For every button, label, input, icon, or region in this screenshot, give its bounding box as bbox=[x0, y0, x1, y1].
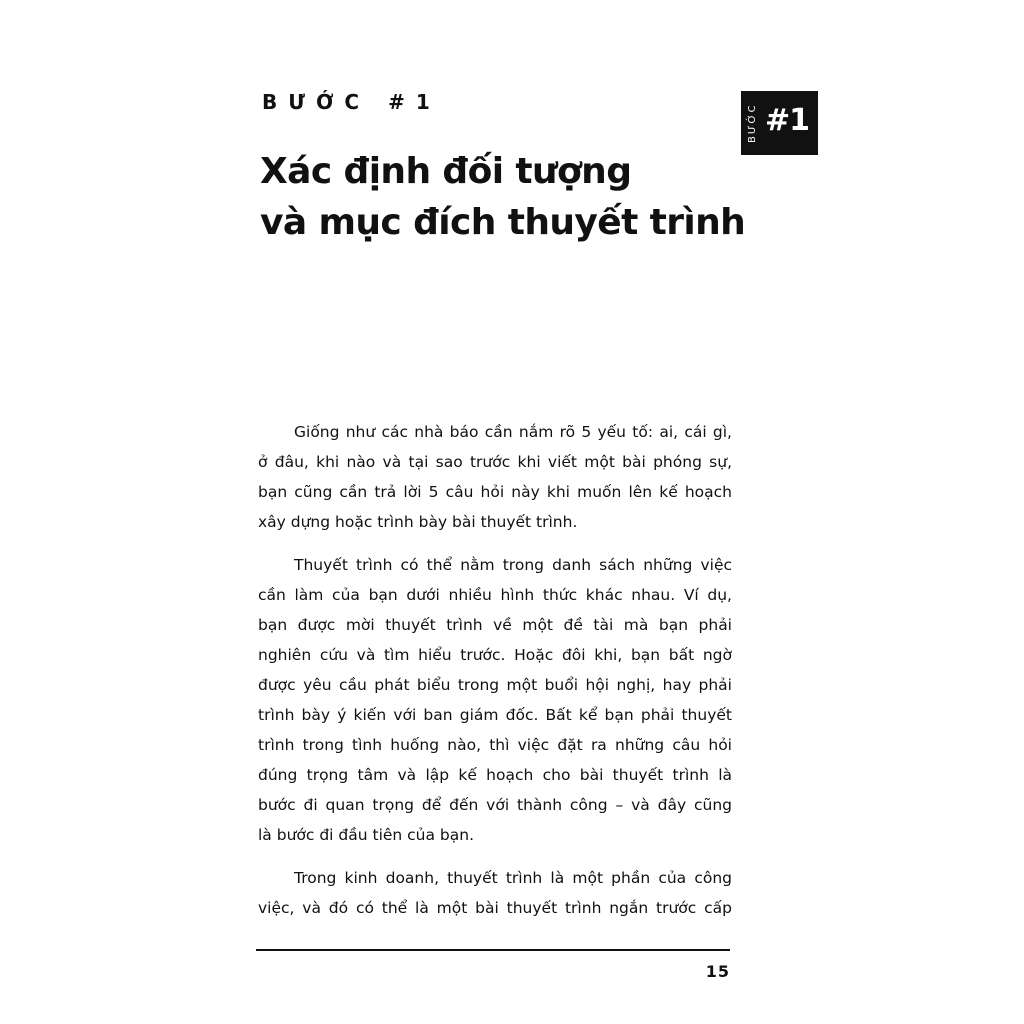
paragraph-line: bạn cũng cần trả lời 5 câu hỏi này khi muốn lên kế hoạch bbox=[258, 483, 732, 501]
paragraph-line: nghiên cứu và tìm hiểu trước. Hoặc đôi khi, bạn bất ngờ bbox=[258, 646, 732, 664]
chapter-title-line-2: và mục đích thuyết trình bbox=[260, 202, 746, 243]
chapter-title bbox=[260, 146, 760, 248]
paragraph-line: bước đi quan trọng để đến với thành công – và đây cũng bbox=[258, 796, 732, 814]
paragraph-line: ở đâu, khi nào và tại sao trước khi viết một bài phóng sự, bbox=[258, 453, 732, 471]
paragraph-line: đúng trọng tâm và lập kế hoạch cho bài thuyết trình là bbox=[258, 766, 732, 784]
paragraph-line: là bước đi đầu tiên của bạn. bbox=[258, 826, 475, 844]
page-number: 15 bbox=[705, 962, 730, 981]
chapter-tab-vertical-label: BƯỚC bbox=[747, 103, 758, 143]
body-text bbox=[258, 417, 732, 923]
footer-divider bbox=[256, 949, 730, 951]
paragraph-line: xây dựng hoặc trình bày bài thuyết trình. bbox=[258, 513, 578, 531]
paragraph-line: bạn được mời thuyết trình về một đề tài mà bạn phải bbox=[258, 616, 732, 634]
step-label: BƯỚC #1 bbox=[262, 90, 441, 114]
paragraph-line: Giống như các nhà báo cần nắm rõ 5 yếu tố: ai, cái gì, bbox=[294, 423, 732, 441]
paragraph-2 bbox=[258, 550, 732, 850]
paragraph-1 bbox=[258, 417, 732, 537]
chapter-tab-number: #1 bbox=[765, 103, 810, 138]
paragraph-line: trình bày ý kiến với ban giám đốc. Bất kể bạn phải thuyết bbox=[258, 706, 732, 724]
paragraph-line: được yêu cầu phát biểu trong một buổi hội nghị, hay phải bbox=[258, 676, 732, 694]
paragraph-3 bbox=[258, 863, 732, 923]
chapter-title-line-1: Xác định đối tượng bbox=[260, 151, 632, 192]
chapter-tab bbox=[741, 91, 818, 155]
paragraph-line: Thuyết trình có thể nằm trong danh sách những việc bbox=[294, 556, 732, 574]
paragraph-line: trình trong tình huống nào, thì việc đặt ra những câu hỏi bbox=[258, 736, 732, 754]
paragraph-line: việc, và đó có thể là một bài thuyết trình ngắn trước cấp bbox=[258, 899, 732, 917]
paragraph-line: Trong kinh doanh, thuyết trình là một phần của công bbox=[294, 869, 732, 887]
paragraph-line: cần làm của bạn dưới nhiều hình thức khác nhau. Ví dụ, bbox=[258, 586, 732, 604]
